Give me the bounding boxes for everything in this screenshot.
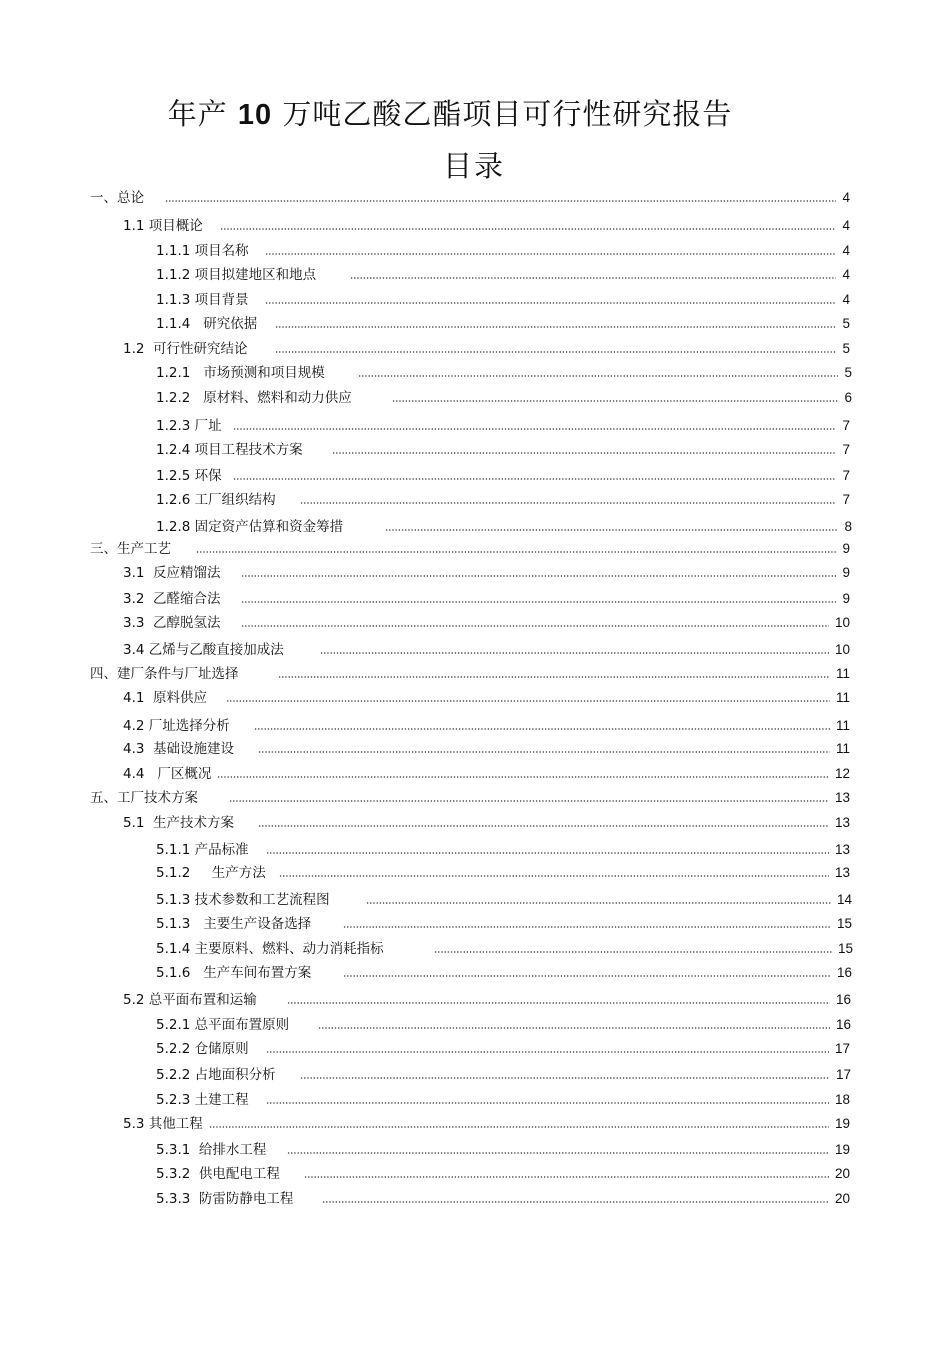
toc-entry-label: 4.4 厂区概况 <box>123 766 212 782</box>
toc-entry-label: 四、建厂条件与厂址选择 <box>90 666 239 682</box>
toc-entry-page: 17 <box>834 1041 850 1056</box>
toc-leader-dots <box>350 276 836 280</box>
toc-entry[interactable] <box>123 716 850 734</box>
toc-entry[interactable] <box>123 739 850 757</box>
toc-entry-label: 5.2.2 仓储原则 <box>156 1041 249 1057</box>
toc-entry-page: 4 <box>842 267 850 282</box>
toc-leader-dots <box>366 901 831 905</box>
toc-leader-dots <box>279 874 829 878</box>
toc-entry[interactable] <box>123 688 850 706</box>
toc-leader-dots <box>300 1076 830 1080</box>
toc-entry[interactable] <box>90 188 850 206</box>
toc-leader-dots <box>332 451 836 455</box>
toc-entry[interactable] <box>156 863 850 881</box>
toc-entry[interactable] <box>156 388 852 406</box>
toc-entry-label: 1.2.3 厂址 <box>156 418 222 434</box>
toc-entry-label: 5.2.2 占地面积分析 <box>156 1067 276 1083</box>
title-post: 万吨乙酸乙酯项目可行性研究报告 <box>282 97 733 131</box>
toc-entry-page: 20 <box>834 1191 850 1206</box>
toc-entry-label: 4.3 基础设施建设 <box>123 741 235 757</box>
toc-leader-dots <box>258 750 830 754</box>
toc-entry-label: 3.2 乙醛缩合法 <box>123 591 221 607</box>
toc-entry-label: 五、工厂技术方案 <box>90 790 198 806</box>
toc-entry-label: 1.1.2 项目拟建地区和地点 <box>156 267 317 283</box>
title-pre: 年产 <box>167 97 228 131</box>
toc-entry-page: 4 <box>842 243 850 258</box>
toc-entry-page: 10 <box>834 615 850 630</box>
toc-entry-label: 5.1.3 主要生产设备选择 <box>156 916 312 932</box>
toc-entry[interactable] <box>123 563 850 581</box>
toc-leader-dots <box>266 851 829 855</box>
toc-entry[interactable] <box>156 1039 850 1057</box>
toc-entry-page: 20 <box>834 1166 850 1181</box>
toc-entry-page: 16 <box>836 965 852 980</box>
toc-entry[interactable] <box>123 640 850 658</box>
toc-entry-page: 7 <box>842 492 850 507</box>
toc-heading: 目录 <box>442 149 505 183</box>
toc-entry[interactable] <box>156 1140 850 1158</box>
toc-entry-page: 5 <box>842 341 850 356</box>
toc-entry-label: 3.4 乙烯与乙酸直接加成法 <box>123 642 284 658</box>
toc-leader-dots <box>229 799 829 803</box>
toc-entry-label: 1.2.2 原材料、燃料和动力供应 <box>156 390 352 406</box>
toc-entry[interactable] <box>156 914 852 932</box>
toc-entry[interactable] <box>123 813 850 831</box>
toc-entry-page: 11 <box>835 666 850 681</box>
toc-leader-dots <box>266 1050 829 1054</box>
toc-entry-page: 7 <box>842 418 850 433</box>
toc-leader-dots <box>392 399 838 403</box>
toc-leader-dots <box>343 925 831 929</box>
toc-leader-dots <box>343 974 831 978</box>
toc-leader-dots <box>318 1026 830 1030</box>
toc-entry-label: 一、总论 <box>90 190 144 206</box>
toc-leader-dots <box>278 675 830 679</box>
toc-entry[interactable] <box>156 1189 850 1207</box>
toc-entry[interactable] <box>156 1164 850 1182</box>
toc-entry[interactable] <box>123 339 850 357</box>
toc-entry[interactable] <box>123 764 850 782</box>
toc-entry-page: 9 <box>842 565 850 580</box>
toc-entry-page: 18 <box>834 1092 850 1107</box>
toc-leader-dots <box>287 1151 829 1155</box>
toc-leader-dots <box>266 1101 829 1105</box>
toc-entry-page: 7 <box>842 442 850 457</box>
toc-entry-page: 11 <box>835 718 850 733</box>
toc-entry[interactable] <box>156 416 850 434</box>
toc-entry-page: 9 <box>842 541 850 556</box>
toc-entry[interactable] <box>123 216 850 234</box>
toc-entry[interactable] <box>90 664 850 682</box>
toc-entry-label: 5.2.3 土建工程 <box>156 1092 249 1108</box>
toc-entry[interactable] <box>156 314 850 332</box>
toc-entry-label: 1.2.8 固定资产估算和资金筹措 <box>156 519 344 535</box>
toc-entry-label: 5.2 总平面布置和运输 <box>123 992 257 1008</box>
toc-entry-page: 10 <box>834 642 850 657</box>
toc-entry[interactable] <box>156 939 853 957</box>
toc-leader-dots <box>220 227 836 231</box>
toc-entry-page: 19 <box>834 1116 850 1131</box>
toc-entry[interactable] <box>156 890 852 908</box>
toc-entry-label: 1.2.6 工厂组织结构 <box>156 492 276 508</box>
toc-entry-label: 5.1.1 产品标准 <box>156 842 249 858</box>
toc-entry-label: 5.2.1 总平面布置原则 <box>156 1017 290 1033</box>
toc-entry-label: 3.1 反应精馏法 <box>123 565 221 581</box>
toc-leader-dots <box>241 600 836 604</box>
toc-entry-page: 13 <box>834 815 850 830</box>
toc-leader-dots <box>385 528 838 532</box>
toc-entry-label: 1.2.5 环保 <box>156 468 222 484</box>
toc-entry-page: 14 <box>836 892 852 907</box>
toc-entry[interactable] <box>156 1090 850 1108</box>
toc-leader-dots <box>265 252 836 256</box>
toc-entry[interactable] <box>156 840 850 858</box>
toc-entry-label: 1.1.3 项目背景 <box>156 292 249 308</box>
toc-leader-dots <box>165 199 836 203</box>
toc-entry-page: 11 <box>835 690 850 705</box>
toc-entry[interactable] <box>123 613 850 631</box>
toc-entry-page: 6 <box>844 390 852 405</box>
toc-entry-label: 5.1.6 生产车间布置方案 <box>156 965 312 981</box>
toc-entry-page: 13 <box>834 790 850 805</box>
toc-entry[interactable] <box>156 517 852 535</box>
toc-entry[interactable] <box>156 1015 851 1033</box>
toc-entry[interactable] <box>156 290 850 308</box>
toc-entry-page: 16 <box>835 992 851 1007</box>
toc-leader-dots <box>209 1125 829 1129</box>
toc-entry-page: 15 <box>836 916 852 931</box>
toc-leader-dots <box>304 1175 829 1179</box>
toc-entry[interactable] <box>156 440 850 458</box>
toc-entry[interactable] <box>123 589 850 607</box>
toc-entry-label: 4.1 原料供应 <box>123 690 208 706</box>
toc-entry-page: 4 <box>842 292 850 307</box>
toc-entry[interactable] <box>156 241 850 259</box>
toc-leader-dots <box>254 727 830 731</box>
toc-leader-dots <box>217 775 829 779</box>
toc-leader-dots <box>241 624 829 628</box>
toc-entry-page: 9 <box>842 591 850 606</box>
toc-leader-dots <box>322 1200 829 1204</box>
toc-leader-dots <box>226 699 830 703</box>
toc-entry[interactable] <box>156 963 852 981</box>
toc-entry-label: 1.1.1 项目名称 <box>156 243 249 259</box>
toc-entry-page: 4 <box>842 218 850 233</box>
toc-entry-label: 1.2 可行性研究结论 <box>123 341 248 357</box>
toc-leader-dots <box>287 1001 830 1005</box>
toc-entry[interactable] <box>156 1065 851 1083</box>
toc-entry-page: 17 <box>835 1067 851 1082</box>
toc-entry[interactable] <box>156 490 850 508</box>
toc-entry-label: 4.2 厂址选择分析 <box>123 718 230 734</box>
toc-entry-label: 3.3 乙醇脱氢法 <box>123 615 221 631</box>
toc-entry-page: 16 <box>835 1017 851 1032</box>
toc-entry-label: 5.3.2 供电配电工程 <box>156 1166 280 1182</box>
toc-leader-dots <box>300 501 836 505</box>
toc-entry-page: 13 <box>834 865 850 880</box>
toc-entry-page: 7 <box>842 468 850 483</box>
toc-entry-label: 5.1.3 技术参数和工艺流程图 <box>156 892 330 908</box>
toc-entry-label: 1.2.4 项目工程技术方案 <box>156 442 303 458</box>
toc-entry-page: 12 <box>834 766 850 781</box>
toc-entry-label: 1.1 项目概论 <box>123 218 203 234</box>
toc-leader-dots <box>434 950 832 954</box>
toc-entry[interactable] <box>156 265 850 283</box>
toc-entry-label: 1.2.1 市场预测和项目规模 <box>156 365 325 381</box>
toc-leader-dots <box>358 374 838 378</box>
toc-entry-page: 5 <box>844 365 852 380</box>
toc-entry-label: 5.3.1 给排水工程 <box>156 1142 267 1158</box>
toc-entry-label: 5.3 其他工程 <box>123 1116 203 1132</box>
toc-entry-label: 5.1.4 主要原料、燃料、动力消耗指标 <box>156 941 384 957</box>
toc-entry-label: 1.1.4 研究依据 <box>156 316 258 332</box>
toc-entry-page: 5 <box>842 316 850 331</box>
toc-entry[interactable] <box>156 363 852 381</box>
toc-leader-dots <box>196 550 836 554</box>
toc-leader-dots <box>258 824 829 828</box>
toc-entry-page: 4 <box>842 190 850 205</box>
toc-entry[interactable] <box>156 466 850 484</box>
toc-entry-label: 5.3.3 防雷防静电工程 <box>156 1191 294 1207</box>
toc-entry-page: 11 <box>835 741 850 756</box>
title-number: 10 <box>237 99 273 131</box>
toc-entry-page: 13 <box>834 842 850 857</box>
toc-leader-dots <box>241 574 836 578</box>
toc-entry-page: 8 <box>844 519 852 534</box>
toc-entry-label: 5.1.2 生产方法 <box>156 865 266 881</box>
toc-entry-label: 5.1 生产技术方案 <box>123 815 235 831</box>
toc-leader-dots <box>275 325 836 329</box>
toc-entry[interactable] <box>90 788 850 806</box>
toc-leader-dots <box>233 427 836 431</box>
toc-leader-dots <box>320 651 829 655</box>
toc-leader-dots <box>275 350 836 354</box>
toc-entry[interactable] <box>90 539 850 557</box>
toc-entry[interactable] <box>123 1114 850 1132</box>
toc-leader-dots <box>233 477 836 481</box>
toc-leader-dots <box>265 301 836 305</box>
toc-entry-page: 15 <box>837 941 853 956</box>
toc-entry-page: 19 <box>834 1142 850 1157</box>
toc-entry-label: 三、生产工艺 <box>90 541 171 557</box>
toc-entry[interactable] <box>123 990 851 1008</box>
